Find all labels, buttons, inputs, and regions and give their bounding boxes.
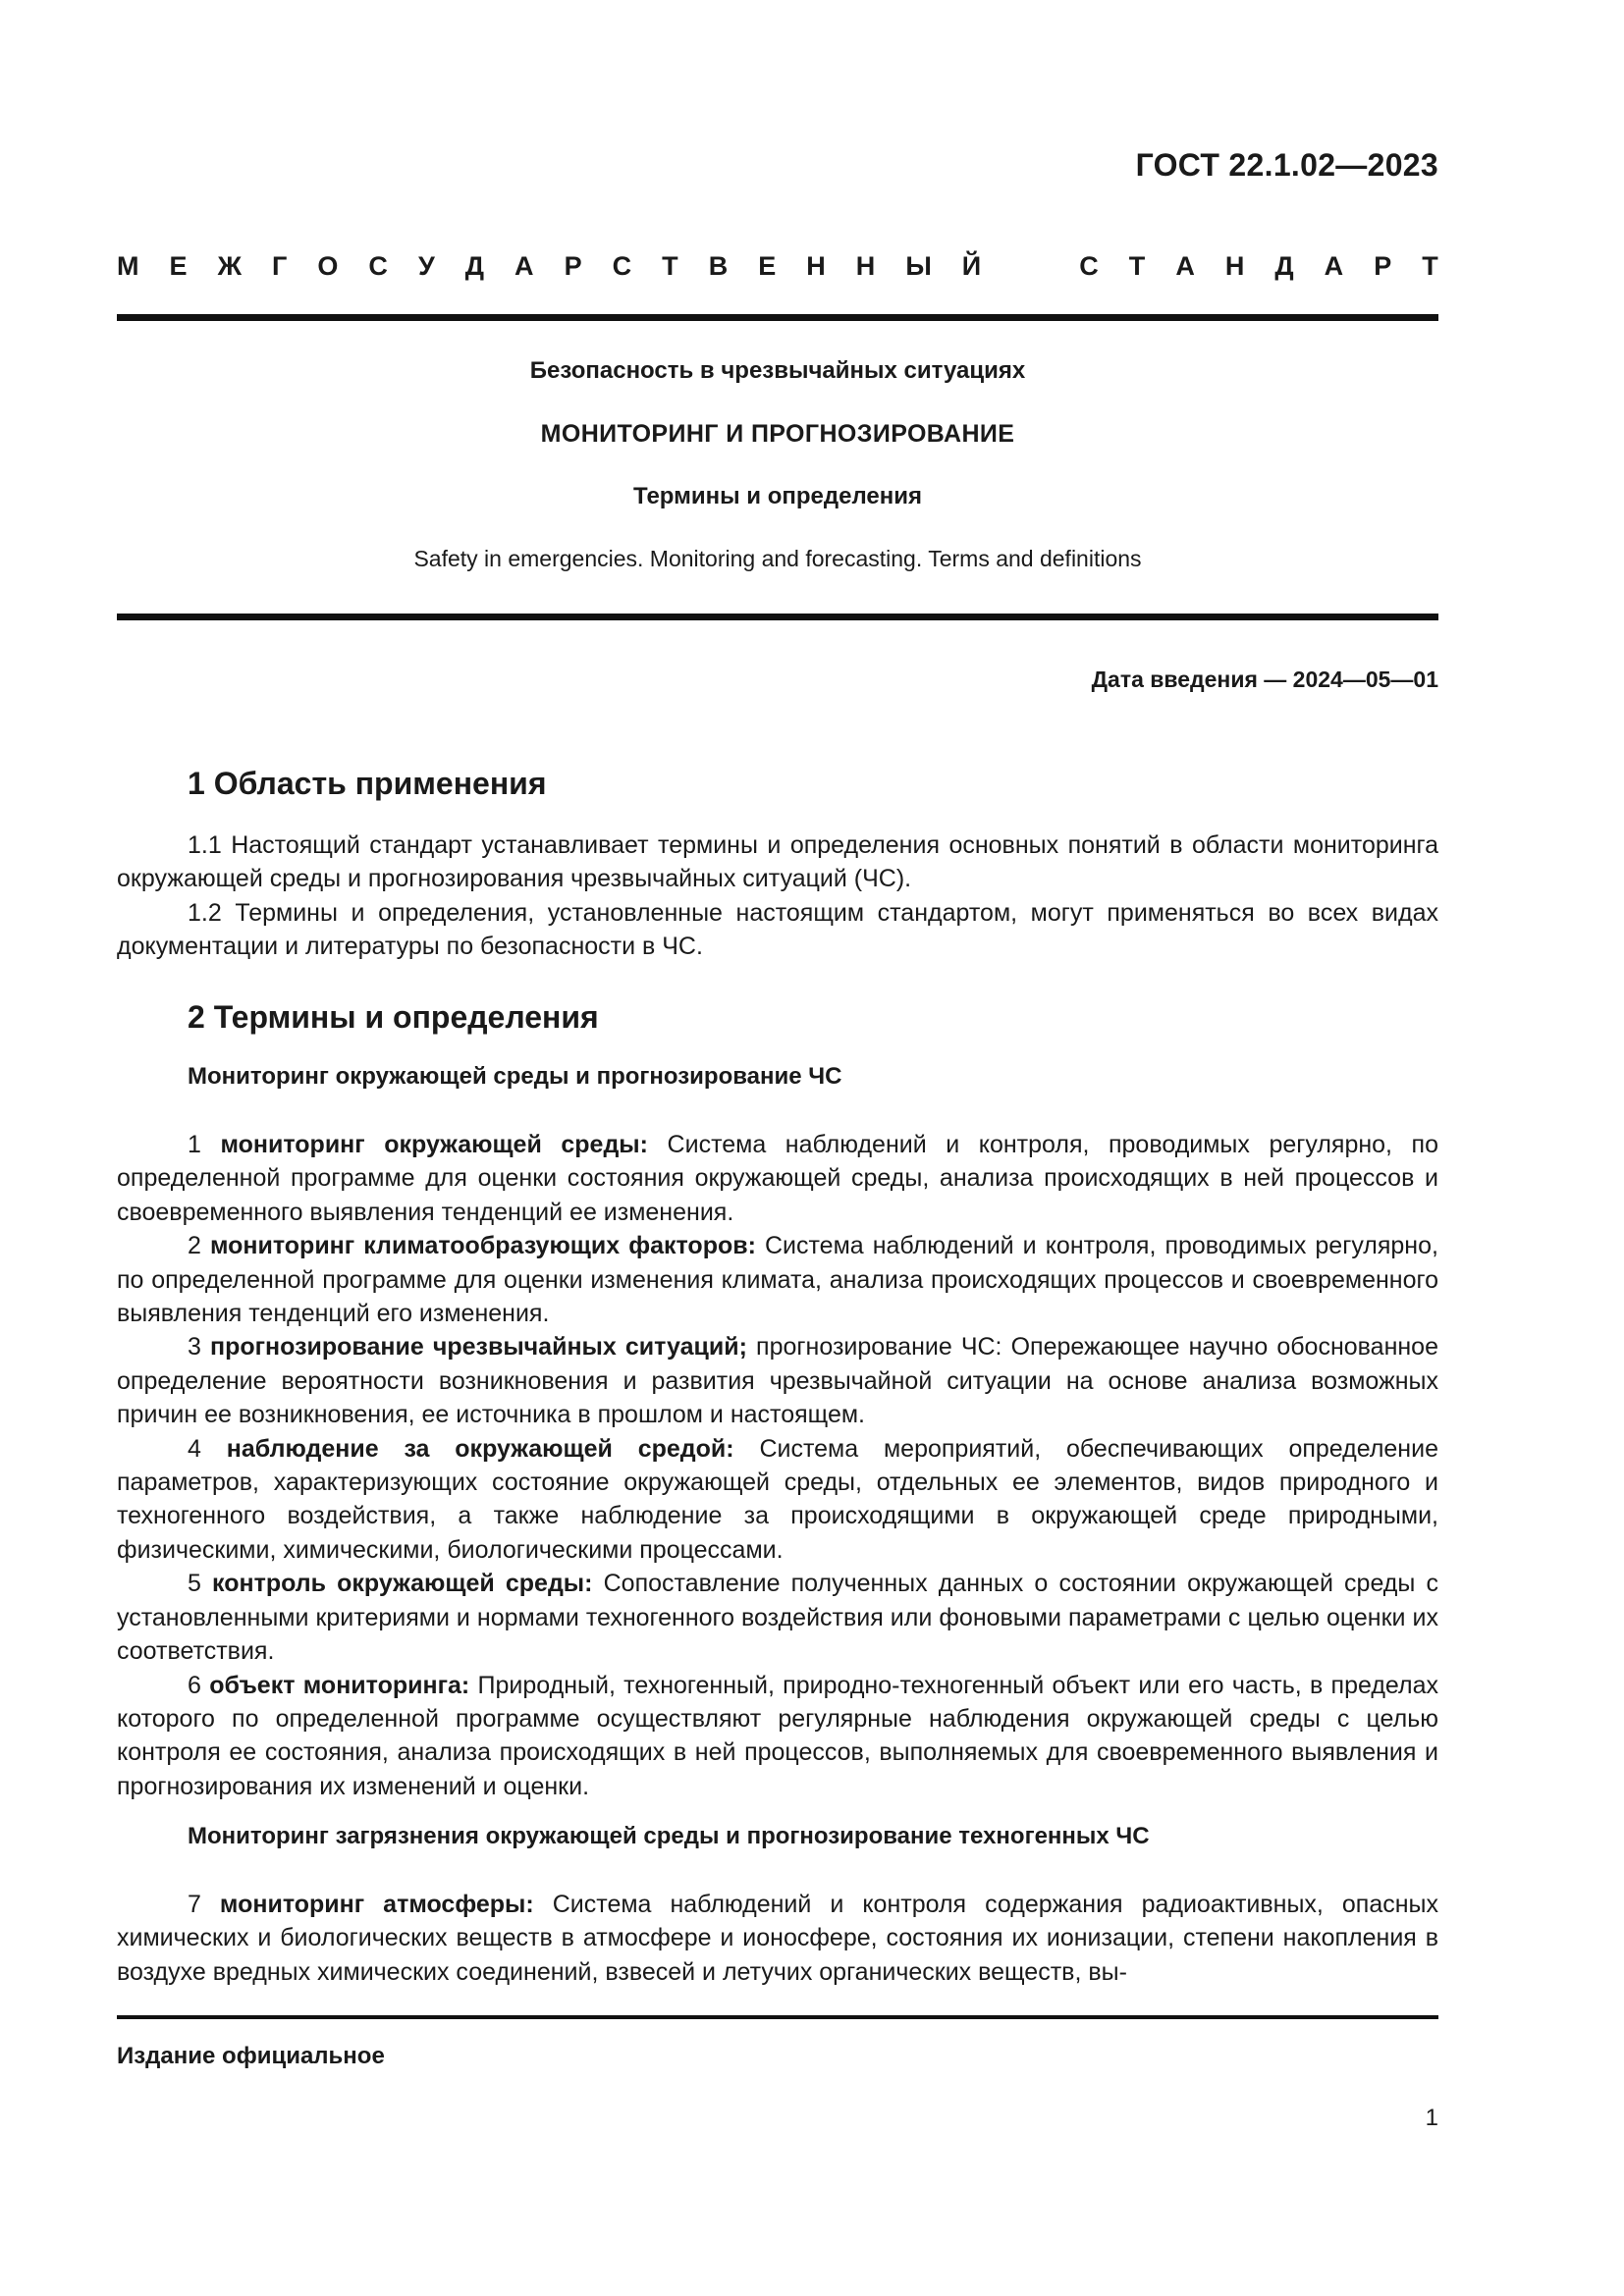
banner-letter: Н	[806, 251, 826, 281]
term-definition: Система наблюдений и контроля содержания радиоактивных, опасных химических и биологических веществ в атмосфере и ионосфере, состояния их ионизации, степени накопления в воздухе вредных химических соединений, взвесей и летучих органических веществ, вы-	[117, 1891, 1438, 1986]
document-page	[117, 0, 1438, 2296]
standard-banner	[117, 251, 1438, 282]
banner-letter: Е	[758, 251, 777, 281]
banner-letter: О	[317, 251, 339, 281]
term-name: прогнозирование чрезвычайных ситуаций;	[210, 1333, 747, 1362]
banner-letter: А	[1324, 251, 1344, 281]
section-2-heading: 2 Термины и определения	[188, 999, 599, 1035]
term-number: 1	[188, 1131, 201, 1158]
term-number: 6	[188, 1671, 201, 1699]
term-entry	[117, 1888, 1438, 1989]
section-1-body	[117, 828, 1438, 964]
banner-letter: Н	[855, 251, 876, 281]
banner-letter: Д	[1274, 251, 1294, 281]
term-entry	[117, 1128, 1438, 1229]
banner-letter: Ы	[905, 251, 932, 281]
banner-letter: Й	[961, 251, 982, 281]
section-1-heading: 1 Область применения	[188, 766, 547, 801]
banner-letter: У	[417, 251, 435, 281]
banner-letter: Н	[1224, 251, 1245, 281]
term-entry	[117, 1567, 1438, 1668]
subheading-pollution: Мониторинг загрязнения окружающей среды и прогнозирование техногенных ЧС	[188, 1823, 1150, 1849]
banner-letter: Р	[564, 251, 582, 281]
banner-letter: Т	[662, 251, 678, 281]
term-name: мониторинг атмосферы:	[219, 1891, 534, 1918]
banner-letter: Т	[1128, 251, 1146, 281]
banner-letter: Р	[1374, 251, 1392, 281]
banner-letter: Д	[464, 251, 485, 281]
banner-letter: А	[1175, 251, 1195, 281]
term-name: наблюдение за окружающей средой:	[226, 1434, 734, 1463]
title-group: Безопасность в чрезвычайных ситуациях	[529, 357, 1026, 384]
term-number: 5	[188, 1570, 201, 1598]
banner-letter: С	[1079, 251, 1099, 281]
term-name: мониторинг климатообразующих факторов:	[209, 1232, 756, 1260]
banner-letter: М	[117, 251, 139, 281]
banner-gap	[1011, 251, 1049, 282]
banner-letter: С	[368, 251, 388, 281]
term-definition: Система наблюдений и контроля, проводимых регулярно, по определенной программе для оценки изменения климата, анализа происходящих процессов и своевременного выявления тенденций его изменения.	[117, 1232, 1438, 1328]
term-number: 4	[188, 1434, 201, 1463]
terms-list-1	[117, 1128, 1438, 1803]
term-number: 7	[188, 1891, 201, 1918]
term-definition: Система мероприятий, обеспечивающих определение параметров, характеризующих состояние окружающей среды, отдельных ее элементов, видов природного и техногенного воздействия, а также наблюдение за происходящими в окружающей среде природными, физическими, химическими, биологическими процессами.	[117, 1434, 1438, 1564]
term-definition: Система наблюдений и контроля, проводимых регулярно, по определенной программе для оценки состояния окружающей среды, анализа происходящих в ней процессов и своевременного выявления тенденций ее изменения.	[117, 1131, 1438, 1226]
term-entry	[117, 1432, 1438, 1568]
title-main: МОНИТОРИНГ И ПРОГНОЗИРОВАНИЕ	[540, 420, 1015, 448]
title-english: Safety in emergencies. Monitoring and forecasting. Terms and definitions	[413, 546, 1142, 571]
banner-letter: Ж	[217, 251, 242, 281]
term-synonym: прогнозирование ЧС:	[756, 1333, 1002, 1362]
terms-list-2	[117, 1888, 1438, 1989]
term-entry	[117, 1669, 1438, 1804]
term-name: контроль окружающей среды:	[212, 1570, 593, 1598]
banner-letter: В	[708, 251, 729, 281]
introduction-date: Дата введения — 2024—05—01	[1091, 667, 1438, 692]
term-name: объект мониторинга:	[209, 1671, 470, 1699]
subheading-monitoring: Мониторинг окружающей среды и прогнозирование ЧС	[188, 1063, 842, 1090]
paragraph-1-1: 1.1 Настоящий стандарт устанавливает термины и определения основных понятий в области мониторинга окружающей среды и прогнозирования чрезвычайных ситуаций (ЧС).	[117, 831, 1438, 893]
banner-letter: Г	[272, 251, 288, 281]
paragraph-1-2: 1.2 Термины и определения, установленные настоящим стандартом, могут применяться во всех видах документации и литературы по безопасности в ЧС.	[117, 898, 1438, 961]
banner-letter: А	[514, 251, 534, 281]
term-entry	[117, 1229, 1438, 1330]
top-rule	[117, 314, 1438, 321]
banner-letter: Т	[1422, 251, 1438, 281]
term-definition: Природный, техногенный, природно-техногенный объект или его часть, в пределах которого по определенной программе осуществляют регулярные наблюдения окружающей среды с целью контроля ее состояния, анализа происходящих в ней процессов, выполняемых для своевременного выявления и прогнозирования их изменений и оценки.	[117, 1671, 1438, 1800]
term-definition: Сопоставление полученных данных о состоянии окружающей среды с установленными критериями и нормами техногенного воздействия или фоновыми параметрами с целью оценки их соответствия.	[117, 1570, 1438, 1666]
term-definition: Опережающее научно обоснованное определение вероятности возникновения и развития чрезвычайной ситуации на основе анализа возможных причин ее возникновения, ее источника в прошлом и настоящем.	[117, 1333, 1438, 1429]
banner-letter: С	[612, 251, 632, 281]
footer-rule	[117, 2015, 1438, 2019]
banner-letter: Е	[169, 251, 188, 281]
page-number: 1	[1425, 2105, 1438, 2131]
term-number: 2	[188, 1232, 201, 1260]
term-entry	[117, 1330, 1438, 1431]
document-code: ГОСТ 22.1.02—2023	[1135, 147, 1438, 183]
edition-label: Издание официальное	[117, 2043, 385, 2069]
term-name: мониторинг окружающей среды:	[220, 1131, 648, 1158]
term-number: 3	[188, 1333, 201, 1362]
title-sub: Термины и определения	[632, 483, 923, 509]
title-bottom-rule	[117, 614, 1438, 620]
